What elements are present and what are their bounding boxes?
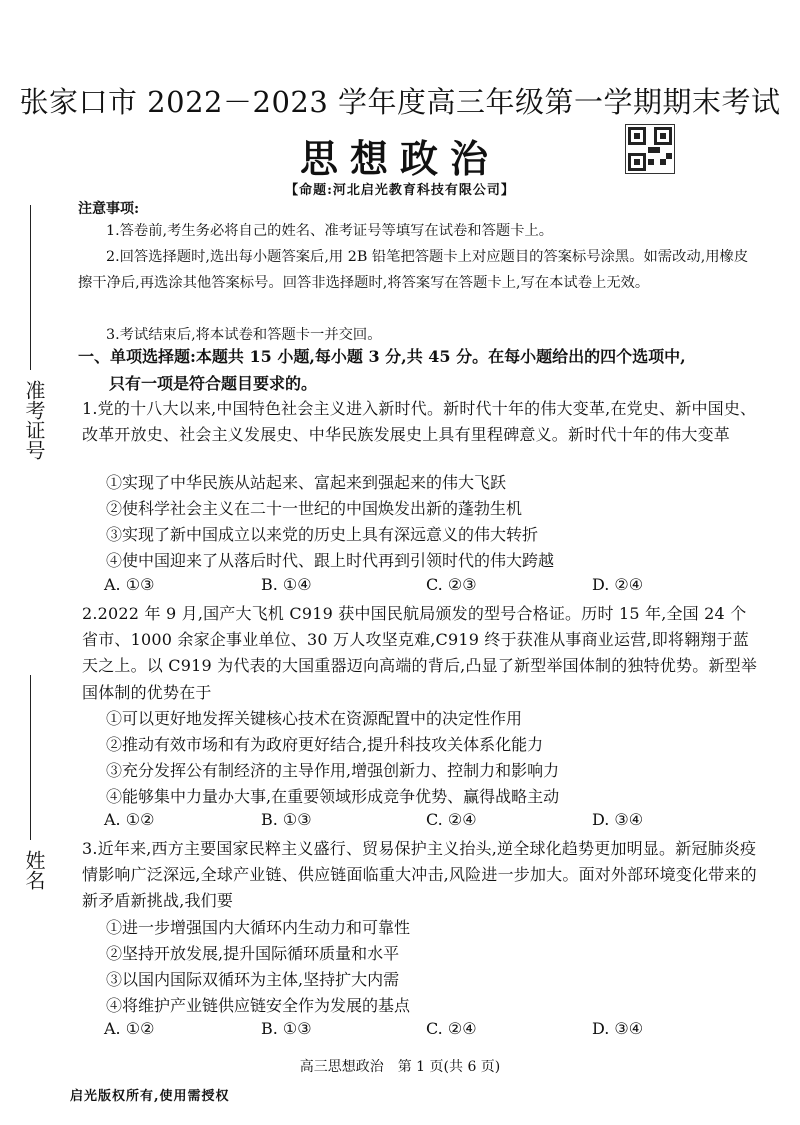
subject-title: 思想政治 — [299, 136, 500, 181]
question-3-option: ②坚持开放发展,提升国际循环质量和水平 — [106, 944, 400, 963]
qr-code-icon — [625, 124, 675, 174]
notice-item: 1.答卷前,考生务必将自己的姓名、准考证号等填写在试卷和答题卡上。 — [106, 223, 554, 239]
section-heading — [78, 343, 768, 397]
question-2-option: ②推动有效市场和有为政府更好结合,提升科技攻关体系化能力 — [106, 735, 544, 754]
choice-c: C. ②④ — [426, 1019, 477, 1038]
exam-title: 张家口市 2022－2023 学年度高三年级第一学期期末考试 — [19, 85, 781, 119]
question-3-option: ③以国内国际双循环为主体,坚持扩大内需 — [106, 970, 400, 989]
question-2-option: ①可以更好地发挥关键核心技术在资源配置中的决定性作用 — [106, 709, 523, 728]
choice-a: A. ①② — [104, 810, 155, 829]
question-2-stem: 2.2022 年 9 月,国产大飞机 C919 获中国民航局颁发的型号合格证。历时 15 年,全国 24 个省市、1000 余家企事业单位、30 万人攻坚克难,C919 终于获准从事商业运营,即将翱翔于蓝天之上。以 C919 为代表的大国重器迈向高端的背后,凸显了新型举国体制的独特优势。新型举国体制的优势在于 — [82, 604, 758, 702]
question-3-option: ④将维护产业链供应链安全作为发展的基点 — [106, 996, 411, 1015]
choice-d: D. ③④ — [592, 1019, 644, 1038]
choice-a: A. ①② — [104, 1019, 155, 1038]
question-3-stem: 3.近年来,西方主要国家民粹主义盛行、贸易保护主义抬头,逆全球化趋势更加明显。新冠肺炎疫情影响广泛深远,全球产业链、供应链面临重大冲击,风险进一步加大。面对外部环境变化带来的新矛盾新挑战,我们要 — [82, 839, 757, 911]
question-3-option: ①进一步增强国内大循环内生动力和可靠性 — [106, 918, 411, 937]
question-1-option: ④使中国迎来了从落后时代、跟上时代再到引领时代的伟大跨越 — [106, 551, 555, 570]
question-1-option: ②使科学社会主义在二十一世纪的中国焕发出新的蓬勃生机 — [106, 499, 523, 518]
choice-c: C. ②③ — [426, 575, 477, 594]
choice-b: B. ①③ — [261, 1019, 312, 1038]
question-3-choices — [104, 1019, 704, 1045]
choice-c: C. ②④ — [426, 810, 477, 829]
page-number: 高三思想政治 第 1 页(共 6 页) — [299, 1059, 501, 1075]
notice-item: 2.回答选择题时,选出每小题答案后,用 2B 铅笔把答题卡上对应题目的答案标号涂黑。如需改动,用橡皮擦干净后,再选涂其他答案标号。回答非选择题时,将答案写在答题卡上,写在本试卷上无效。 — [78, 249, 749, 291]
exam-id-line — [30, 205, 31, 370]
question-2-choices — [104, 810, 704, 836]
question-1-option: ③实现了新中国成立以来党的历史上具有深远意义的伟大转折 — [106, 525, 539, 544]
section-heading-line1: 一、单项选择题:本题共 15 小题,每小题 3 分,共 45 分。在每小题给出的四个选项中, — [78, 347, 686, 366]
name-label: 姓名 — [22, 850, 46, 890]
question-2-option: ④能够集中力量办大事,在重要领域形成竞争优势、赢得战略主动 — [106, 787, 560, 806]
notice-item: 3.考试结束后,将本试卷和答题卡一并交回。 — [106, 327, 382, 343]
choice-a: A. ①③ — [104, 575, 155, 594]
section-heading-line2: 只有一项是符合题目要求的。 — [109, 374, 318, 393]
choice-d: D. ③④ — [592, 810, 644, 829]
notice-heading: 注意事项: — [78, 201, 140, 217]
choice-b: B. ①④ — [261, 575, 312, 594]
question-1-stem: 1.党的十八大以来,中国特色社会主义进入新时代。新时代十年的伟大变革,在党史、新中国史、改革开放史、社会主义发展史、中华民族发展史上具有里程碑意义。新时代十年的伟大变革 — [82, 399, 757, 445]
setter-note: 【命题:河北启光教育科技有限公司】 — [285, 183, 515, 198]
exam-id-label: 准考证号 — [22, 380, 46, 460]
choice-d: D. ②④ — [592, 575, 644, 594]
question-2-option: ③充分发挥公有制经济的主导作用,增强创新力、控制力和影响力 — [106, 761, 560, 780]
question-1-option: ①实现了中华民族从站起来、富起来到强起来的伟大飞跃 — [106, 473, 507, 492]
copyright-note: 启光版权所有,使用需授权 — [70, 1089, 230, 1104]
name-line — [30, 675, 31, 840]
choice-b: B. ①③ — [261, 810, 312, 829]
question-1-choices — [104, 575, 704, 601]
